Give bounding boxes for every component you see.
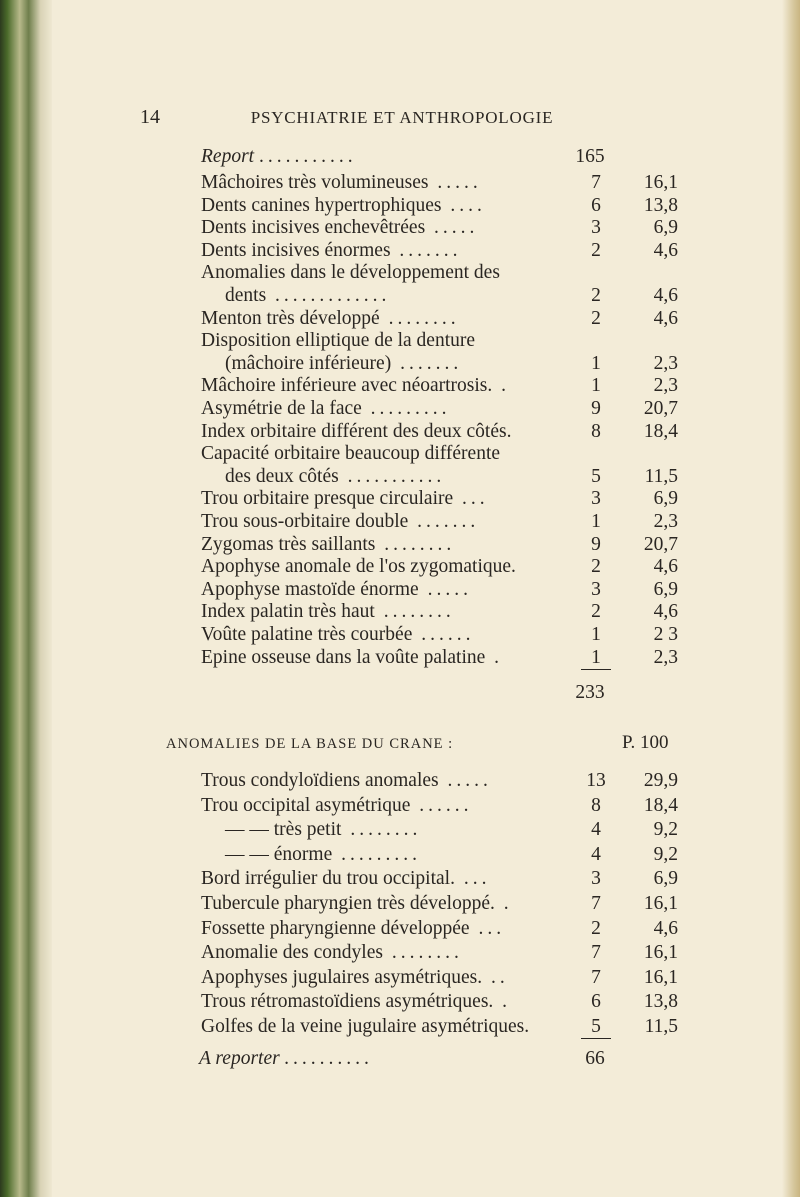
row-count: 1 [591,352,601,374]
row-label: Disposition elliptique de la denture [201,330,476,352]
table-row [0,893,800,919]
table-row [0,770,800,796]
carry-label: A reporter .......... [199,1048,374,1069]
leader-dots: ..... [418,578,472,600]
table-row [0,868,800,894]
row-count: 6 [591,991,601,1013]
row-label: Voûte palatine très courbée ...... [201,624,475,645]
row-label: Anomalie des condyles ........ [201,942,463,964]
leader-dots: . [493,991,512,1013]
row-percentage: 4,6 [653,307,678,329]
row-label: — — très petit ........ [225,819,422,841]
row-percentage: 4,6 [653,285,678,306]
row-count: 6 [591,194,601,216]
leader-dots: ........ [379,307,460,329]
row-percentage: 13,8 [643,991,678,1013]
row-count: 9 [591,533,601,555]
row-label: Dents incisives énormes ....... [201,239,462,261]
row-count: 3 [591,488,601,510]
table-row [0,967,800,993]
table-row [0,844,800,870]
row-percentage: 2 3 [653,624,678,645]
row-label: Mâchoires très volumineuses ..... [201,172,482,193]
row-label: Zygomas très saillants ........ [201,533,456,555]
leader-dots: .. [482,966,509,988]
row-percentage: 9,2 [653,819,678,841]
leader-dots: ....... [390,239,462,261]
page-reference: P. 100 [622,732,669,753]
row-label: Dents canines hypertrophiques .... [201,194,486,216]
row-percentage: 2,3 [653,511,678,532]
row-percentage: 18,4 [643,420,678,442]
carry-count: 66 [585,1048,605,1069]
leader-dots: . [492,375,511,397]
row-percentage: 6,9 [653,578,678,600]
row-percentage: 18,4 [643,794,678,816]
row-label: Epine osseuse dans la voûte palatine . [201,646,504,668]
row-label: Trous rétromastoïdiens asymétriques. . [201,991,512,1013]
row-percentage: 4,6 [653,556,678,578]
row-label: des deux côtés ........... [225,465,446,487]
report-count: 165 [575,146,605,167]
row-percentage: 6,9 [653,868,678,890]
row-label: Index orbitaire différent des deux côtés. [201,420,512,442]
row-count: 3 [591,217,601,239]
page-header [140,106,640,136]
row-label: Asymétrie de la face ......... [201,398,451,419]
row-label: Trous condyloïdiens anomales ..... [201,770,492,791]
row-percentage: 16,1 [643,942,678,964]
row-label: Menton très développé ........ [201,307,460,329]
row-percentage: 20,7 [643,398,678,419]
table-row [0,942,800,968]
leader-dots: .... [441,194,486,216]
leader-dots: . [494,893,513,914]
leader-dots: ........ [382,942,463,964]
row-label: Fossette pharyngienne développée ... [201,917,506,939]
leader-dots: ... [469,917,506,939]
row-count: 4 [591,843,601,865]
leader-dots: ..... [425,217,479,239]
row-count: 1 [591,511,601,532]
table-row [0,1016,800,1042]
leader-dots: . [485,646,504,668]
row-count: 7 [591,172,601,193]
leader-dots: ......... [332,843,421,865]
section-heading: ANOMALIES DE LA BASE DU CRANE : [166,736,454,752]
row-percentage: 4,6 [653,917,678,939]
row-percentage: 2,3 [653,375,678,397]
row-count: 7 [591,966,601,988]
page-number: 14 [140,106,160,128]
row-label: Trou sous-orbitaire double ....... [201,511,480,532]
row-percentage: 6,9 [653,217,678,239]
row-percentage: 2,3 [653,352,678,374]
row-percentage: 16,1 [643,893,678,914]
leader-dots: ........ [341,819,422,841]
row-count: 1 [581,647,611,670]
row-count: 2 [591,601,601,623]
row-percentage: 6,9 [653,488,678,510]
report-label: Report ........... [201,146,357,167]
section1-total: 233 [575,682,605,703]
leader-dots: ........ [374,601,455,623]
row-count: 1 [591,624,601,645]
row-percentage: 11,5 [644,465,678,487]
leader-dots: ........ [375,533,456,555]
row-label: Bord irrégulier du trou occipital. ... [201,868,491,890]
row-label: Apophyse mastoïde énorme ..... [201,578,472,600]
row-count: 4 [591,819,601,841]
row-percentage: 2,3 [653,646,678,668]
row-label: Apophyse anomale de l'os zygomatique. [201,556,516,578]
leader-dots: ..... [428,172,482,193]
row-label: Mâchoire inférieure avec néoartrosis. . [201,375,511,397]
row-percentage: 4,6 [653,239,678,261]
row-label: Trou orbitaire presque circulaire ... [201,488,489,510]
leader-dots: ............. [266,285,391,306]
leader-dots: ....... [391,352,463,374]
row-label: Index palatin très haut ........ [201,601,455,623]
carry-forward-row [0,1048,800,1074]
row-count: 1 [591,375,601,397]
row-label: Tubercule pharyngien très développé. . [201,893,513,914]
row-count: 8 [591,794,601,816]
section1-total-row [0,682,800,708]
row-label: Anomalies dans le développement des [201,262,500,284]
table-row [0,918,800,944]
row-label: Trou occipital asymétrique ...... [201,794,473,816]
row-count: 2 [591,285,601,306]
row-count: 5 [581,1016,611,1039]
table-row [0,991,800,1017]
row-label: dents ............. [225,285,391,306]
row-percentage: 16,1 [643,966,678,988]
row-label: (mâchoire inférieure) ....... [225,352,463,374]
leader-dots: ....... [408,511,480,532]
row-count: 5 [591,465,601,487]
row-label: Golfes de la veine jugulaire asymétriques. [201,1016,530,1037]
row-percentage: 9,2 [653,843,678,865]
row-count: 13 [586,770,606,791]
leader-dots: ...... [412,624,475,645]
row-count: 9 [591,398,601,419]
row-count: 2 [591,556,601,578]
leader-dots: ........... [338,465,446,487]
row-count: 7 [591,893,601,914]
row-label: Dents incisives enchevêtrées ..... [201,217,479,239]
row-count: 2 [591,917,601,939]
row-percentage: 29,9 [643,770,678,791]
row-count: 2 [591,239,601,261]
report-row [0,146,800,172]
row-label: — — énorme ......... [225,843,421,865]
row-label: Capacité orbitaire beaucoup différente [201,443,501,465]
row-count: 3 [591,868,601,890]
row-count: 3 [591,578,601,600]
row-percentage: 20,7 [643,533,678,555]
row-percentage: 16,1 [643,172,678,193]
table-row [0,795,800,821]
row-label: Apophyses jugulaires asymétriques. .. [201,966,509,988]
running-head: PSYCHIATRIE ET ANTHROPOLOGIE [250,108,554,127]
leader-dots: ......... [361,398,451,419]
row-percentage: 13,8 [643,194,678,216]
leader-dots: ...... [410,794,473,816]
row-count: 7 [591,942,601,964]
row-count: 2 [591,307,601,329]
row-percentage: 4,6 [653,601,678,623]
row-percentage: 11,5 [644,1016,678,1037]
table-row [0,819,800,845]
leader-dots: ... [453,488,489,510]
row-count: 8 [591,420,601,442]
leader-dots: ... [454,868,491,890]
table-row [0,647,800,673]
leader-dots: ..... [438,770,492,791]
